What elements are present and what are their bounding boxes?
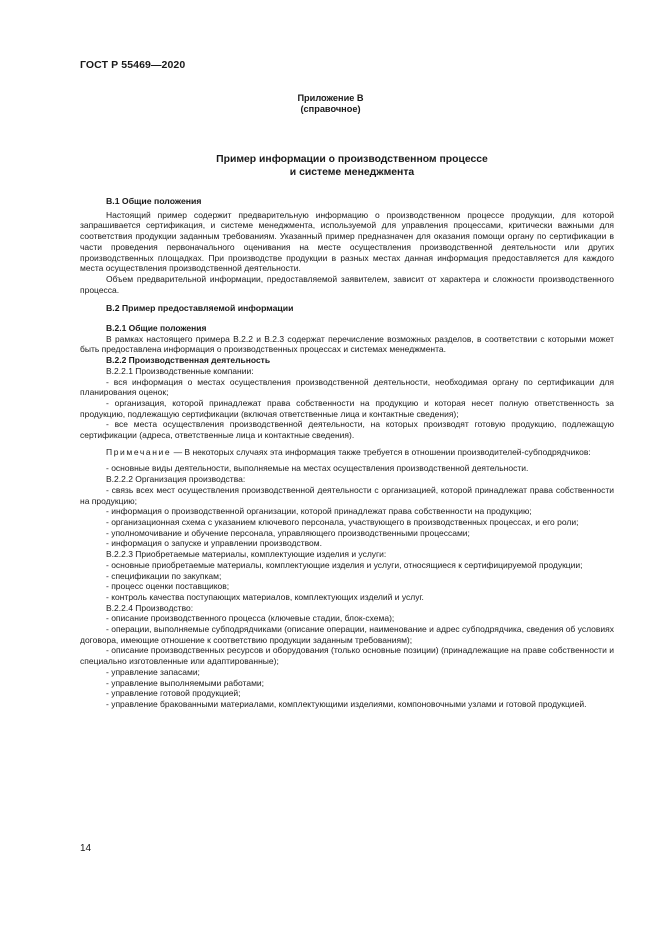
list-item: - уполномочивание и обучение персонала, управляющего производственными процессами;: [106, 527, 470, 538]
section-heading-b21: В.2.1 Общие положения: [106, 323, 207, 334]
list-item: - вся информация о местах осуществления производственной деятельности, необходимая органу по сертификации для планирования оценок;: [80, 376, 614, 398]
list-item: - процесс оценки поставщиков;: [106, 581, 230, 592]
list-item: - информация о запуске и управлении производством.: [106, 538, 322, 549]
note-label: Примечание: [106, 446, 172, 457]
subsection-heading-b224: В.2.2.4 Производство:: [106, 602, 194, 613]
subsection-heading-b222: В.2.2.2 Организация производства:: [106, 474, 246, 485]
list-item: - управление бракованными материалами, комплектующими изделиями, компоновочными узлами и готовой продукцией.: [106, 698, 587, 709]
list-item: - контроль качества поступающих материалов, комплектующих изделий и услуг.: [106, 591, 424, 602]
paragraph: В рамках настоящего примера В.2.2 и В.2.3 содержат перечисление возможных разделов, в соответствии с которыми может быть предоставлена информация о производственных процессах и системах менеджмента.: [80, 333, 614, 355]
paragraph: Настоящий пример содержит предварительную информацию о производственном процессе продукции, для которой запрашивается сертификация, и системе менеджмента, используемой для управления процессами, критически важными для соответствия продукции заданным требованиям. Указанный пример предназначен для оказания помощи органу по сертификации в части проведения первоначального оценивания на месте осуществления производственной деятельности или других производственных площадках. При производстве продукции в разных местах данная информация предоставляется для каждого места осуществления производственной деятельности.: [80, 209, 614, 274]
subsection-heading-b223: В.2.2.3 Приобретаемые материалы, комплектующие изделия и услуги:: [106, 549, 387, 560]
standard-code: ГОСТ Р 55469—2020: [80, 59, 186, 71]
list-item: - связь всех мест осуществления производственной деятельности с организацией, которой принадлежат права собственности на продукцию;: [80, 484, 614, 506]
section-heading-b22: В.2.2 Производственная деятельность: [106, 355, 271, 366]
annex-title: Приложение В: [297, 93, 364, 103]
section-heading-b1: В.1 Общие положения: [106, 196, 202, 206]
section-heading-b2: В.2 Пример предоставляемой информации: [106, 303, 294, 314]
list-item: - описание производственного процесса (ключевые стадии, блок-схема);: [106, 613, 395, 624]
note-paragraph: [80, 447, 614, 458]
document-title-line2: и системе менеджмента: [289, 167, 415, 178]
list-item: - основные приобретаемые материалы, комплектующие изделия и услуги, относящиеся к сертифицируемой продукции;: [106, 559, 583, 570]
page-number: 14: [80, 843, 92, 854]
list-item: - спецификации по закупкам;: [106, 570, 222, 581]
list-item: - все места осуществления производственной деятельности, на которых производят готовую продукцию, подлежащую сертификации (адреса, ответственные лица и контактные сведения).: [80, 419, 614, 441]
document-title-line1: Пример информации о производственном процессе: [216, 154, 488, 165]
list-item: - информация о производственной организации, которой принадлежат права собственности на продукцию;: [106, 506, 532, 517]
list-item: - операции, выполняемые субподрядчиками (описание операции, наименование и адрес субподрядчика, сведения об условиях договора, имеющие отношение к соответствию продукции заданным требованиям);: [80, 624, 614, 645]
paragraph: Объем предварительной информации, предоставляемой заявителем, зависит от характера и сложности производственного процесса.: [80, 273, 614, 295]
list-item: - управление запасами;: [106, 666, 200, 677]
subsection-heading-b221: В.2.2.1 Производственные компании:: [106, 365, 254, 376]
list-item: - организация, которой принадлежат права собственности на продукцию и которая несет полную ответственность за продукцию, подлежащую сертификации (включая ответственные лица и контактные сведения);: [80, 397, 614, 419]
note-text: — В некоторых случаях эта информация также требуется в отношении производителей-субподрядчиков:: [171, 446, 591, 457]
list-item: - управление выполняемыми работами;: [106, 677, 265, 688]
list-item: - управление готовой продукцией;: [106, 688, 241, 699]
list-item: - организационная схема с указанием ключевого персонала, участвующего в производственных процессах, и его роли;: [106, 516, 579, 527]
document-title: [0, 153, 661, 179]
list-item: - описание производственных ресурсов и оборудования (только основные позиции) (принадлежащие на праве собственности и специально изготовленные или адаптированные);: [80, 645, 614, 667]
document-body: [80, 196, 614, 710]
list-item: - основные виды деятельности, выполняемые на местах осуществления производственной деятельности.: [106, 463, 529, 474]
annex-note: (справочное): [300, 104, 361, 114]
